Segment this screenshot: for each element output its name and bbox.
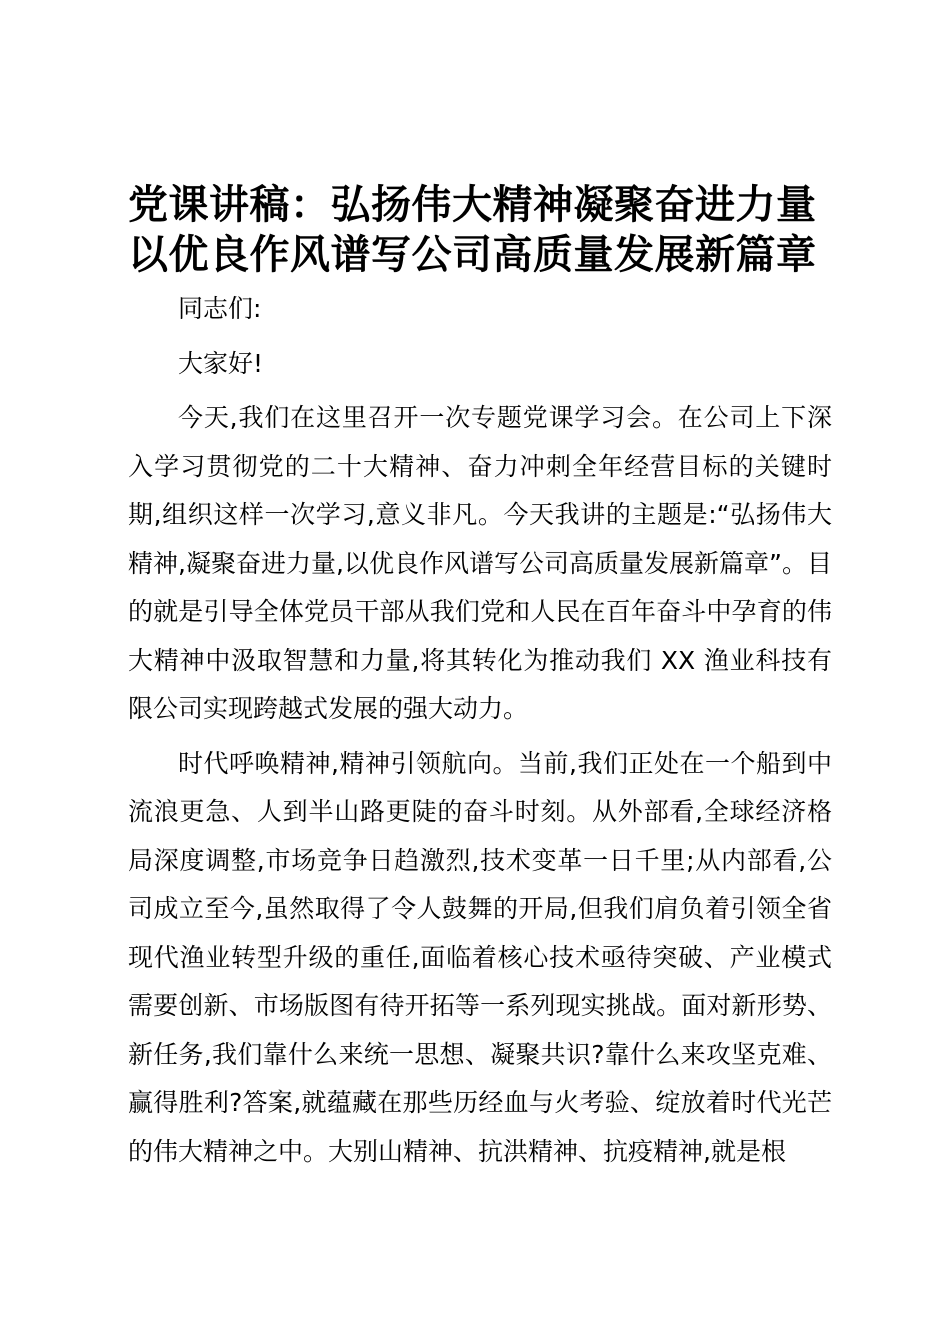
salutation: 同志们: — [178, 294, 262, 323]
greeting: 大家好! — [178, 348, 264, 378]
paragraph-intro: 今天,我们在这里召开一次专题党课学习会。在公司上下深入学习贯彻党的二十大精神、奋力冲刺全年经营目标的关键时期,组织这样一次学习,意义非凡。今天我讲的主题是:“弘扬伟大精神,凝聚奋进力量,以优良作风谱写公司高质量发展新篇章”。目的就是引导全体党员干部从我们党和人民在百年奋斗中孕育的伟大精神中汲取智慧和力量,将其转化为推动我们 XX 渔业科技有限公司实现跨越式发展的强大动力。 — [128, 403, 832, 723]
title-line-2: 以优良作风谱写公司高质量发展新篇章 — [128, 231, 817, 278]
document-body — [128, 285, 832, 1182]
document-title — [128, 180, 848, 280]
title-line-1: 党课讲稿：弘扬伟大精神凝聚奋进力量 — [128, 181, 817, 228]
paragraph-context: 时代呼唤精神,精神引领航向。当前,我们正处在一个船到中流浪更急、人到半山路更陡的奋斗时刻。从外部看,全球经济格局深度调整,市场竞争日趋激烈,技术变革一日千里;从内部看,公司成立至今,虽然取得了令人鼓舞的开局,但我们肩负着引领全省现代渔业转型升级的重任,面临着核心技术亟待突破、产业模式需要创新、市场版图有待开拓等一系列现实挑战。面对新形势、新任务,我们靠什么来统一思想、凝聚共识?靠什么来攻坚克难、赢得胜利?答案,就蕴藏在那些历经血与火考验、绽放着时代光芒的伟大精神之中。大别山精神、抗洪精神、抗疫精神,就是根 — [128, 748, 832, 1166]
